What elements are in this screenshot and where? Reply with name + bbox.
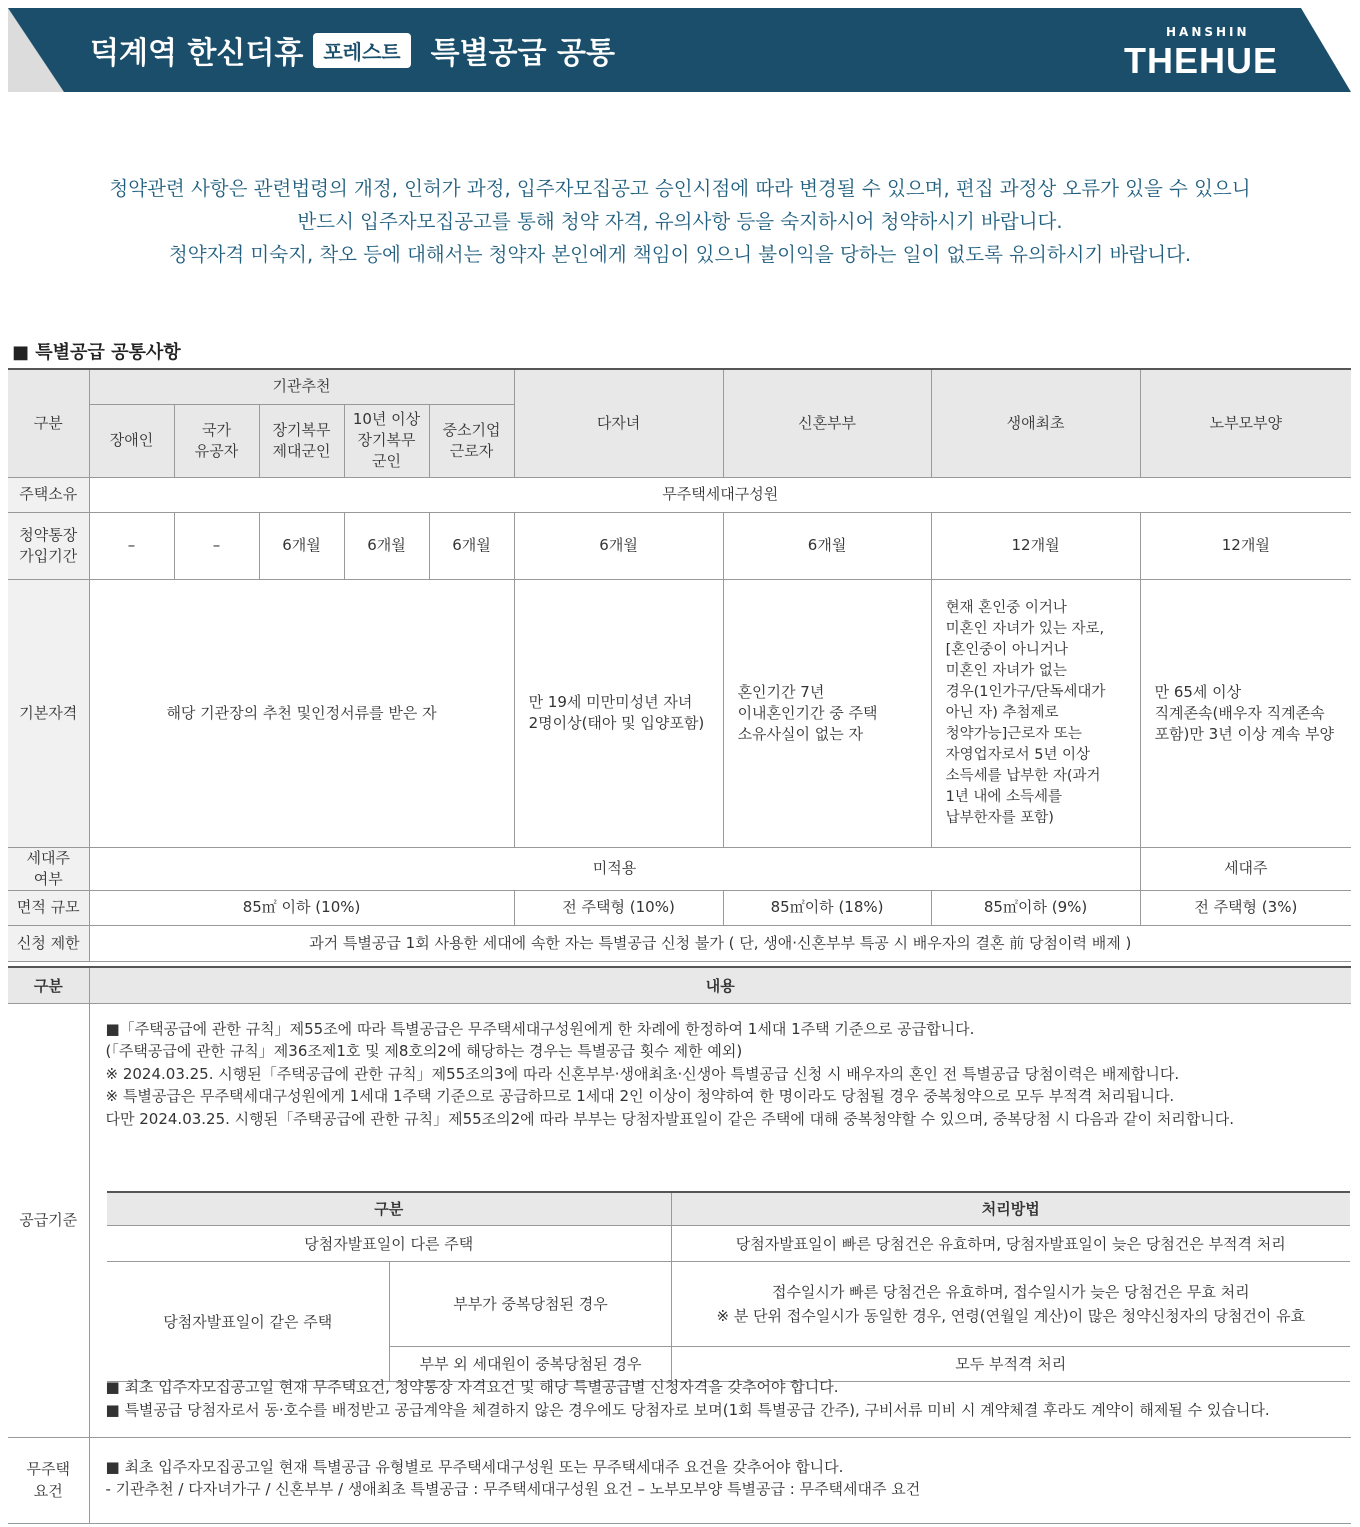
special-supply-common-table [8,368,1351,962]
basic-sinhon: 혼인기간 7년 이내혼인기간 중 주택 소유사실이 없는 자 [723,579,931,847]
nohouse-label: 무주택 요건 [8,1437,89,1523]
notice-line: 청약관련 사항은 관련법령의 개정, 인허가 과정, 입주자모집공고 승인시점에 따라 변경될 수 있으며, 편집 과정상 오류가 있을 수 있으니 [109,177,1251,200]
period-value: 6개월 [259,512,344,579]
nohouse-paragraph [106,1456,921,1501]
banner-right-corner [1301,8,1351,92]
header-disabled: 장애인 [89,404,174,477]
period-value: 6개월 [429,512,514,579]
row-label-limit: 신청 제한 [8,925,89,961]
basic-saengae: 현재 혼인중 이거나 미혼인 자녀가 있는 자로, [혼인중이 아니거나 미혼인 자녀가 없는 경우(1인가구/단독세대가 아닌 자) 추첨제로 청약가능]근로자 또는 자영업자로서 5년 이상 소득세를 납부한 자(과거 1년 내에 소득세를 납부한자를 포함) [931,579,1140,847]
row-label-area: 면적 규모 [8,890,89,925]
t2-header-gubun: 구분 [8,967,89,1003]
nohouse-content [89,1437,1351,1523]
header-banner [8,8,1351,92]
banner-left-corner [8,8,64,92]
inner-r1-label: 당첨자발표일이 다른 주택 [107,1226,672,1262]
notice-text [0,172,1360,271]
supply-line: ※ 2024.03.25. 시행된「주택공급에 관한 규칙」제55조의3에 따라 신혼부부·생애최초·신생아 특별공급 신청 시 배우자의 혼인 전 특별공급 당첨이력은 배제합니다. [105,1064,1180,1083]
header-longterm-soldier: 10년 이상 장기복무 군인 [344,404,429,477]
supply-paragraph [106,1018,1235,1131]
supply-after-line: ■ 특별공급 당첨자로서 동·호수를 배정받고 공급계약을 체결하지 않은 경우에도 당첨자로 보며(1회 특별공급 간주), 구비서류 미비 시 계약체결 후라도 계약이 해제될 수 있습니다. [105,1400,1270,1419]
supply-label: 공급기준 [8,1003,89,1437]
area-value: 85㎡이하 (18%) [723,890,931,925]
supply-after-paragraph [106,1376,1270,1422]
row-label-head: 세대주 여부 [8,847,89,890]
period-value: 12개월 [931,512,1140,579]
row-label-basic: 기본자격 [8,579,89,847]
nohouse-line: ■ 최초 입주자모집공고일 현재 특별공급 유형별로 무주택세대구성원 또는 무주택세대주 요건을 갖추어야 합니다. [105,1457,844,1476]
header-sinhon: 신혼부부 [723,369,931,477]
header-nobumo: 노부모부양 [1140,369,1351,477]
inner-r1-method: 당첨자발표일이 빠른 당첨건은 유효하며, 당첨자발표일이 늦은 당첨건은 부적격 처리 [672,1226,1350,1262]
inner-r2-label: 당첨자발표일이 같은 주택 [107,1262,390,1382]
header-dajanyeo: 다자녀 [514,369,723,477]
head-last: 세대주 [1140,847,1351,890]
notice-line: 청약자격 미숙지, 착오 등에 대해서는 청약자 본인에게 책임이 있으니 불이익을 당하는 일이 없도록 유의하시기 바랍니다. [168,243,1192,266]
area-value: 전 주택형 (10%) [514,890,723,925]
supply-line: ※ 특별공급은 무주택세대구성원에게 1세대 1주택 기준으로 공급하므로 1세대 2인 이상이 청약하여 한 명이라도 당첨될 경우 중복청약으로 모두 부적격 처리됩니다. [105,1087,1175,1105]
supply-after-line: ■ 최초 입주자모집공고일 현재 무주택요건, 청약통장 자격요건 및 해당 특별공급별 신청자격을 갖추어야 합니다. [105,1377,839,1396]
basic-dajanyeo: 만 19세 미만미성년 자녀 2명이상(태아 및 입양포함) [514,579,723,847]
supply-content [89,1003,1351,1437]
own-value: 무주택세대구성원 [89,477,1351,512]
title-sub: 특별공급 공통 [430,36,615,71]
header-saengae: 생애최초 [931,369,1140,477]
brand-logo-small: HANSHIN [1166,25,1250,39]
duplicate-win-table [107,1191,1350,1383]
inner-r2-method-note: ※ 분 단위 접수일시가 동일한 경우, 연령(연월일 계산)이 많은 청약신청자의 당첨건이 유효 [716,1307,1306,1325]
notice-line: 반드시 입주자모집공고를 통해 청약 자격, 유의사항 등을 숙지하시어 청약하시기 바랍니다. [297,210,1063,233]
inner-header-method: 처리방법 [672,1192,1350,1226]
head-main: 미적용 [89,847,1140,890]
nohouse-line: - 기관추천 / 다자녀가구 / 신혼부부 / 생애최초 특별공급 : 무주택세대구성원 요건 – 노부모부양 특별공급 : 무주택세대주 요건 [105,1480,921,1498]
period-value: 6개월 [723,512,931,579]
supply-line: (「주택공급에 관한 규칙」제36조제1호 및 제8호의2에 해당하는 경우는 특별공급 횟수 제한 예외) [105,1042,743,1060]
inner-r2-method [672,1262,1350,1347]
supply-criteria-table [8,966,1351,1524]
period-value: 6개월 [514,512,723,579]
title-main: 덕계역 한신더휴 [90,36,304,71]
inner-header-gubun: 구분 [107,1192,672,1226]
header-discharged: 장기복무 제대군인 [259,404,344,477]
t2-header-content: 내용 [89,967,1351,1003]
section-title: ■ 특별공급 공통사항 [12,342,181,363]
supply-line: ■「주택공급에 관한 규칙」제55조에 따라 특별공급은 무주택세대구성원에게 한 차례에 한정하여 1세대 1주택 기준으로 공급합니다. [105,1019,975,1038]
basic-gigwan: 해당 기관장의 추천 및인정서류를 받은 자 [89,579,514,847]
basic-nobumo: 만 65세 이상 직계존속(배우자 직계존속 포함)만 3년 이상 계속 부양 [1140,579,1351,847]
period-value: 6개월 [344,512,429,579]
supply-line: 다만 2024.03.25. 시행된「주택공급에 관한 규칙」제55조의2에 따라 부부는 당첨자발표일이 같은 주택에 대해 중복청약할 수 있으며, 중복당첨 시 다음과 같이 처리합니다. [105,1109,1235,1128]
brand-logo: THEHUE [1124,40,1279,81]
inner-r3-method: 모두 부적격 처리 [672,1347,1350,1382]
header-sme-worker: 중소기업 근로자 [429,404,514,477]
title-badge: 포레스트 [313,33,410,68]
limit-value: 과거 특별공급 1회 사용한 세대에 속한 자는 특별공급 신청 불가 ( 단, 생애·신혼부부 특공 시 배우자의 결혼 前 당첨이력 배제 ) [89,925,1351,961]
page-title [90,8,615,92]
row-label-period: 청약통장 가입기간 [8,512,89,579]
inner-r3-sub: 부부 외 세대원이 중복당첨된 경우 [390,1347,672,1382]
row-label-own: 주택소유 [8,477,89,512]
area-value: 85㎡이하 (9%) [931,890,1140,925]
period-value: – [174,512,259,579]
inner-r2-sub: 부부가 중복당첨된 경우 [390,1262,672,1347]
period-value: – [89,512,174,579]
header-veteran: 국가 유공자 [174,404,259,477]
period-value: 12개월 [1140,512,1351,579]
area-value: 전 주택형 (3%) [1140,890,1351,925]
header-gigwan: 기관추천 [89,369,514,404]
area-value: 85㎡ 이하 (10%) [89,890,514,925]
header-gubun: 구분 [8,369,89,477]
inner-r2-method-line: 접수일시가 빠른 당첨건은 유효하며, 접수일시가 늦은 당첨건은 무효 처리 [771,1283,1250,1301]
